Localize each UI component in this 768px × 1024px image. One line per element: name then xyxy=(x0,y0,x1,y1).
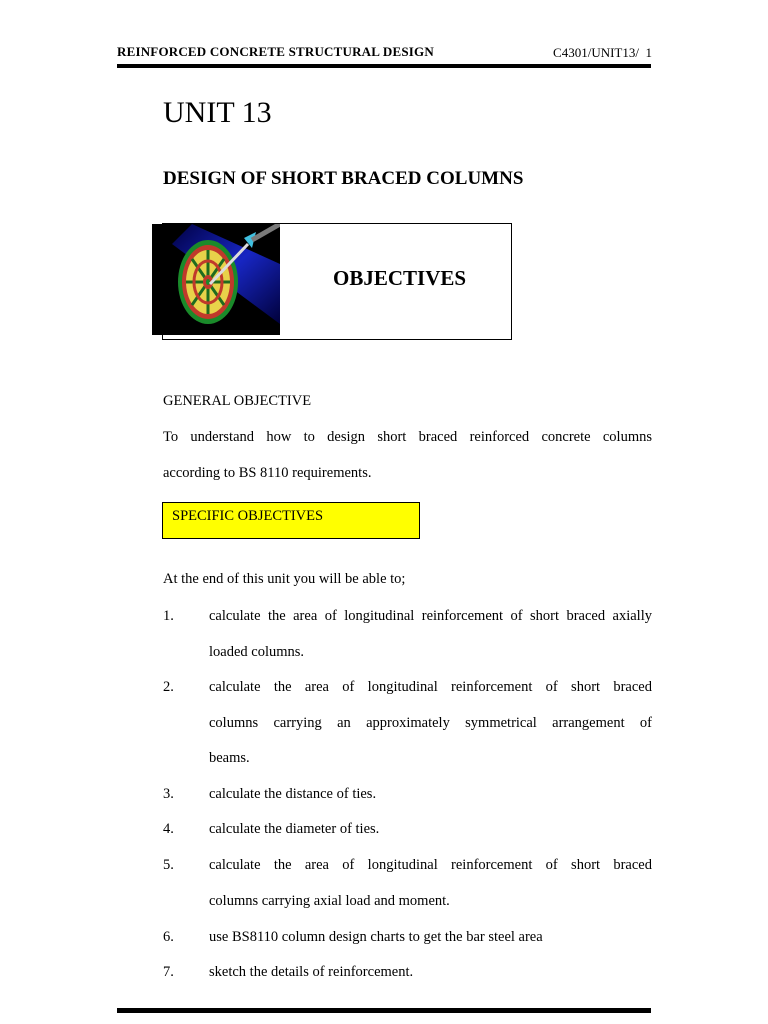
header-code: C4301/UNIT13/ xyxy=(553,45,639,60)
general-objective-line-2: according to BS 8110 requirements. xyxy=(163,465,372,481)
header-course-title: REINFORCED CONCRETE STRUCTURAL DESIGN xyxy=(117,44,434,59)
list-item-line: loaded columns. xyxy=(209,644,305,660)
specific-intro: At the end of this unit you will be able to; xyxy=(163,571,406,587)
list-item-line: columns carrying an approximately symmetrical arrangement of xyxy=(209,715,652,731)
unit-title: UNIT 13 xyxy=(163,96,272,129)
list-item-line: calculate the distance of ties. xyxy=(209,786,377,802)
list-item-line: sketch the details of reinforcement. xyxy=(209,964,414,980)
list-item-line: calculate the diameter of ties. xyxy=(209,821,380,837)
header-page-number: 1 xyxy=(645,45,652,60)
list-item-number: 1. xyxy=(163,608,174,624)
general-objective-line-1: To understand how to design short braced reinforced concrete columns xyxy=(163,429,652,445)
list-item-line: beams. xyxy=(209,750,250,766)
unit-subtitle: DESIGN OF SHORT BRACED COLUMNS xyxy=(163,168,524,189)
list-item-line: columns carrying axial load and moment. xyxy=(209,893,450,909)
list-item-number: 3. xyxy=(163,786,174,802)
dartboard-icon xyxy=(152,224,280,335)
list-item-line: calculate the area of longitudinal reinforcement of short braced xyxy=(209,857,652,873)
footer-rule xyxy=(117,1008,651,1013)
list-item-line: calculate the area of longitudinal reinforcement of short braced xyxy=(209,679,652,695)
specific-objectives-heading: SPECIFIC OBJECTIVES xyxy=(172,508,324,524)
header-page-code xyxy=(553,45,652,61)
list-item-number: 5. xyxy=(163,857,174,873)
list-item-number: 6. xyxy=(163,929,174,945)
general-objective-heading: GENERAL OBJECTIVE xyxy=(163,393,312,409)
list-item-line: use BS8110 column design charts to get the bar steel area xyxy=(209,929,543,945)
list-item-number: 7. xyxy=(163,964,174,980)
list-item-number: 4. xyxy=(163,821,174,837)
objectives-label: OBJECTIVES xyxy=(333,266,467,290)
list-item-number: 2. xyxy=(163,679,174,695)
header-rule xyxy=(117,64,651,68)
list-item-line: calculate the area of longitudinal reinforcement of short braced axially xyxy=(209,608,652,624)
